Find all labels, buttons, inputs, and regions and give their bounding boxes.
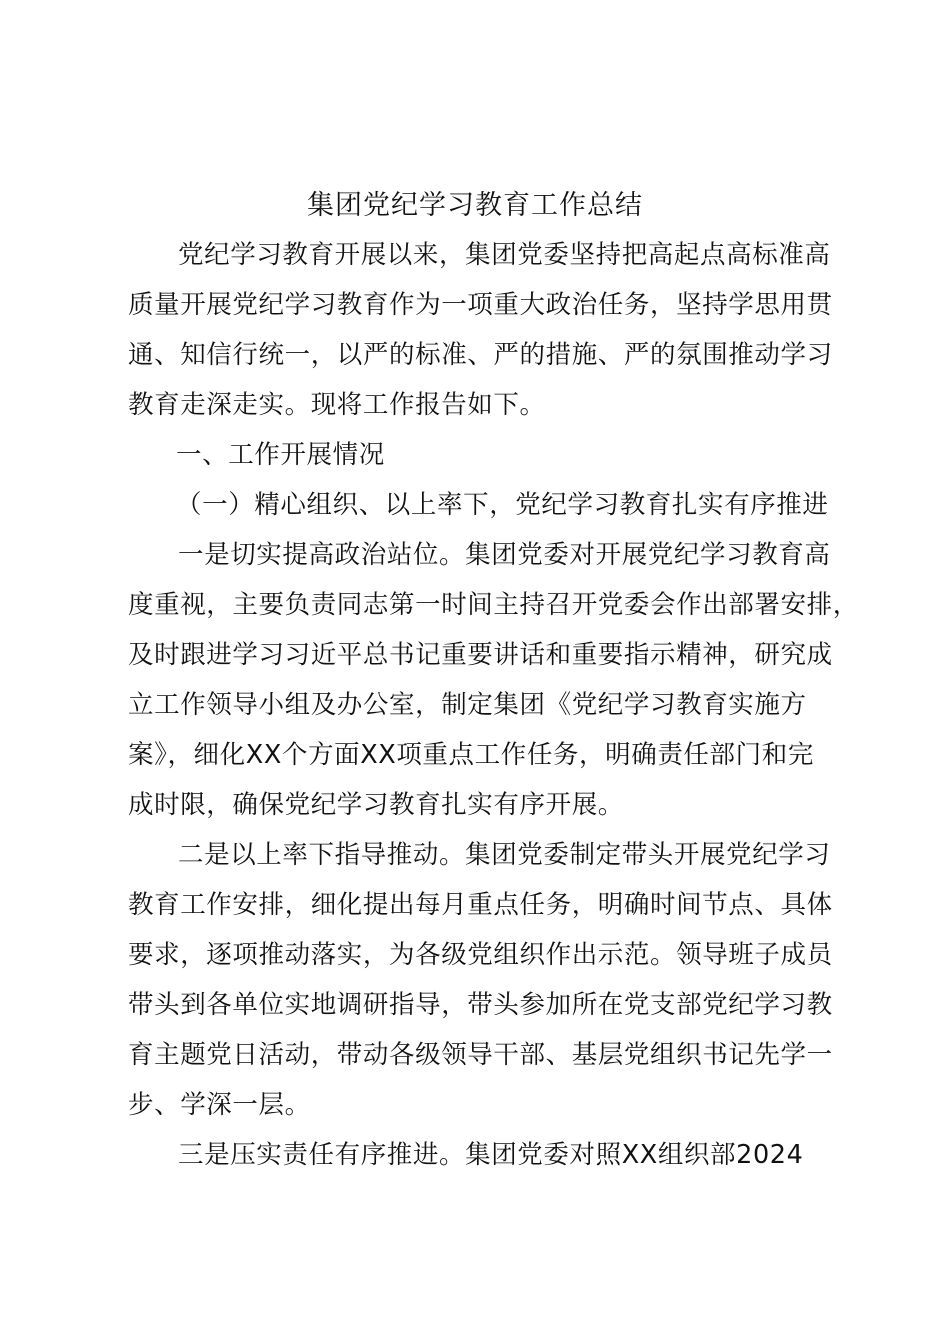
paragraph-line: 案》，细化XX个方面XX项重点工作任务，明确责任部门和完 (128, 740, 814, 770)
paragraph-line: 立工作领导小组及办公室，制定集团《党纪学习教育实施方 (128, 690, 807, 720)
subsection-heading: （一）精心组织、以上率下，党纪学习教育扎实有序推进 (176, 490, 829, 520)
paragraph-line: 一是切实提高政治站位。集团党委对开展党纪学习教育高 (178, 540, 831, 570)
paragraph-line: 成时限，确保党纪学习教育扎实有序开展。 (128, 790, 624, 820)
paragraph-line: 质量开展党纪学习教育作为一项重大政治任务，坚持学思用贯 (128, 290, 833, 320)
paragraph-line: 带头到各单位实地调研指导，带头参加所在党支部党纪学习教 (128, 990, 833, 1020)
paragraph-line: 教育走深走实。现将工作报告如下。 (128, 390, 546, 420)
paragraph-line: 党纪学习教育开展以来，集团党委坚持把高起点高标准高 (178, 240, 831, 270)
paragraph-line: 及时跟进学习习近平总书记重要讲话和重要指示精神，研究成 (128, 640, 833, 670)
paragraph-line: 步、学深一层。 (128, 1090, 311, 1120)
paragraph-line: 教育工作安排，细化提出每月重点任务，明确时间节点、具体 (128, 890, 833, 920)
paragraph-line: 二是以上率下指导推动。集团党委制定带头开展党纪学习 (178, 840, 831, 870)
paragraph-line: 度重视，主要负责同志第一时间主持召开党委会作出部署安排， (128, 590, 859, 620)
paragraph-line: 三是压实责任有序推进。集团党委对照XX组织部2024 (178, 1140, 804, 1170)
paragraph-line: 通、知信行统一，以严的标准、严的措施、严的氛围推动学习 (128, 340, 833, 370)
paragraph-line: 育主题党日活动，带动各级领导干部、基层党组织书记先学一 (128, 1040, 833, 1070)
document-title: 集团党纪学习教育工作总结 (307, 190, 643, 221)
paragraph-line: 要求，逐项推动落实，为各级党组织作出示范。领导班子成员 (128, 940, 833, 970)
section-heading: 一、工作开展情况 (176, 440, 385, 470)
